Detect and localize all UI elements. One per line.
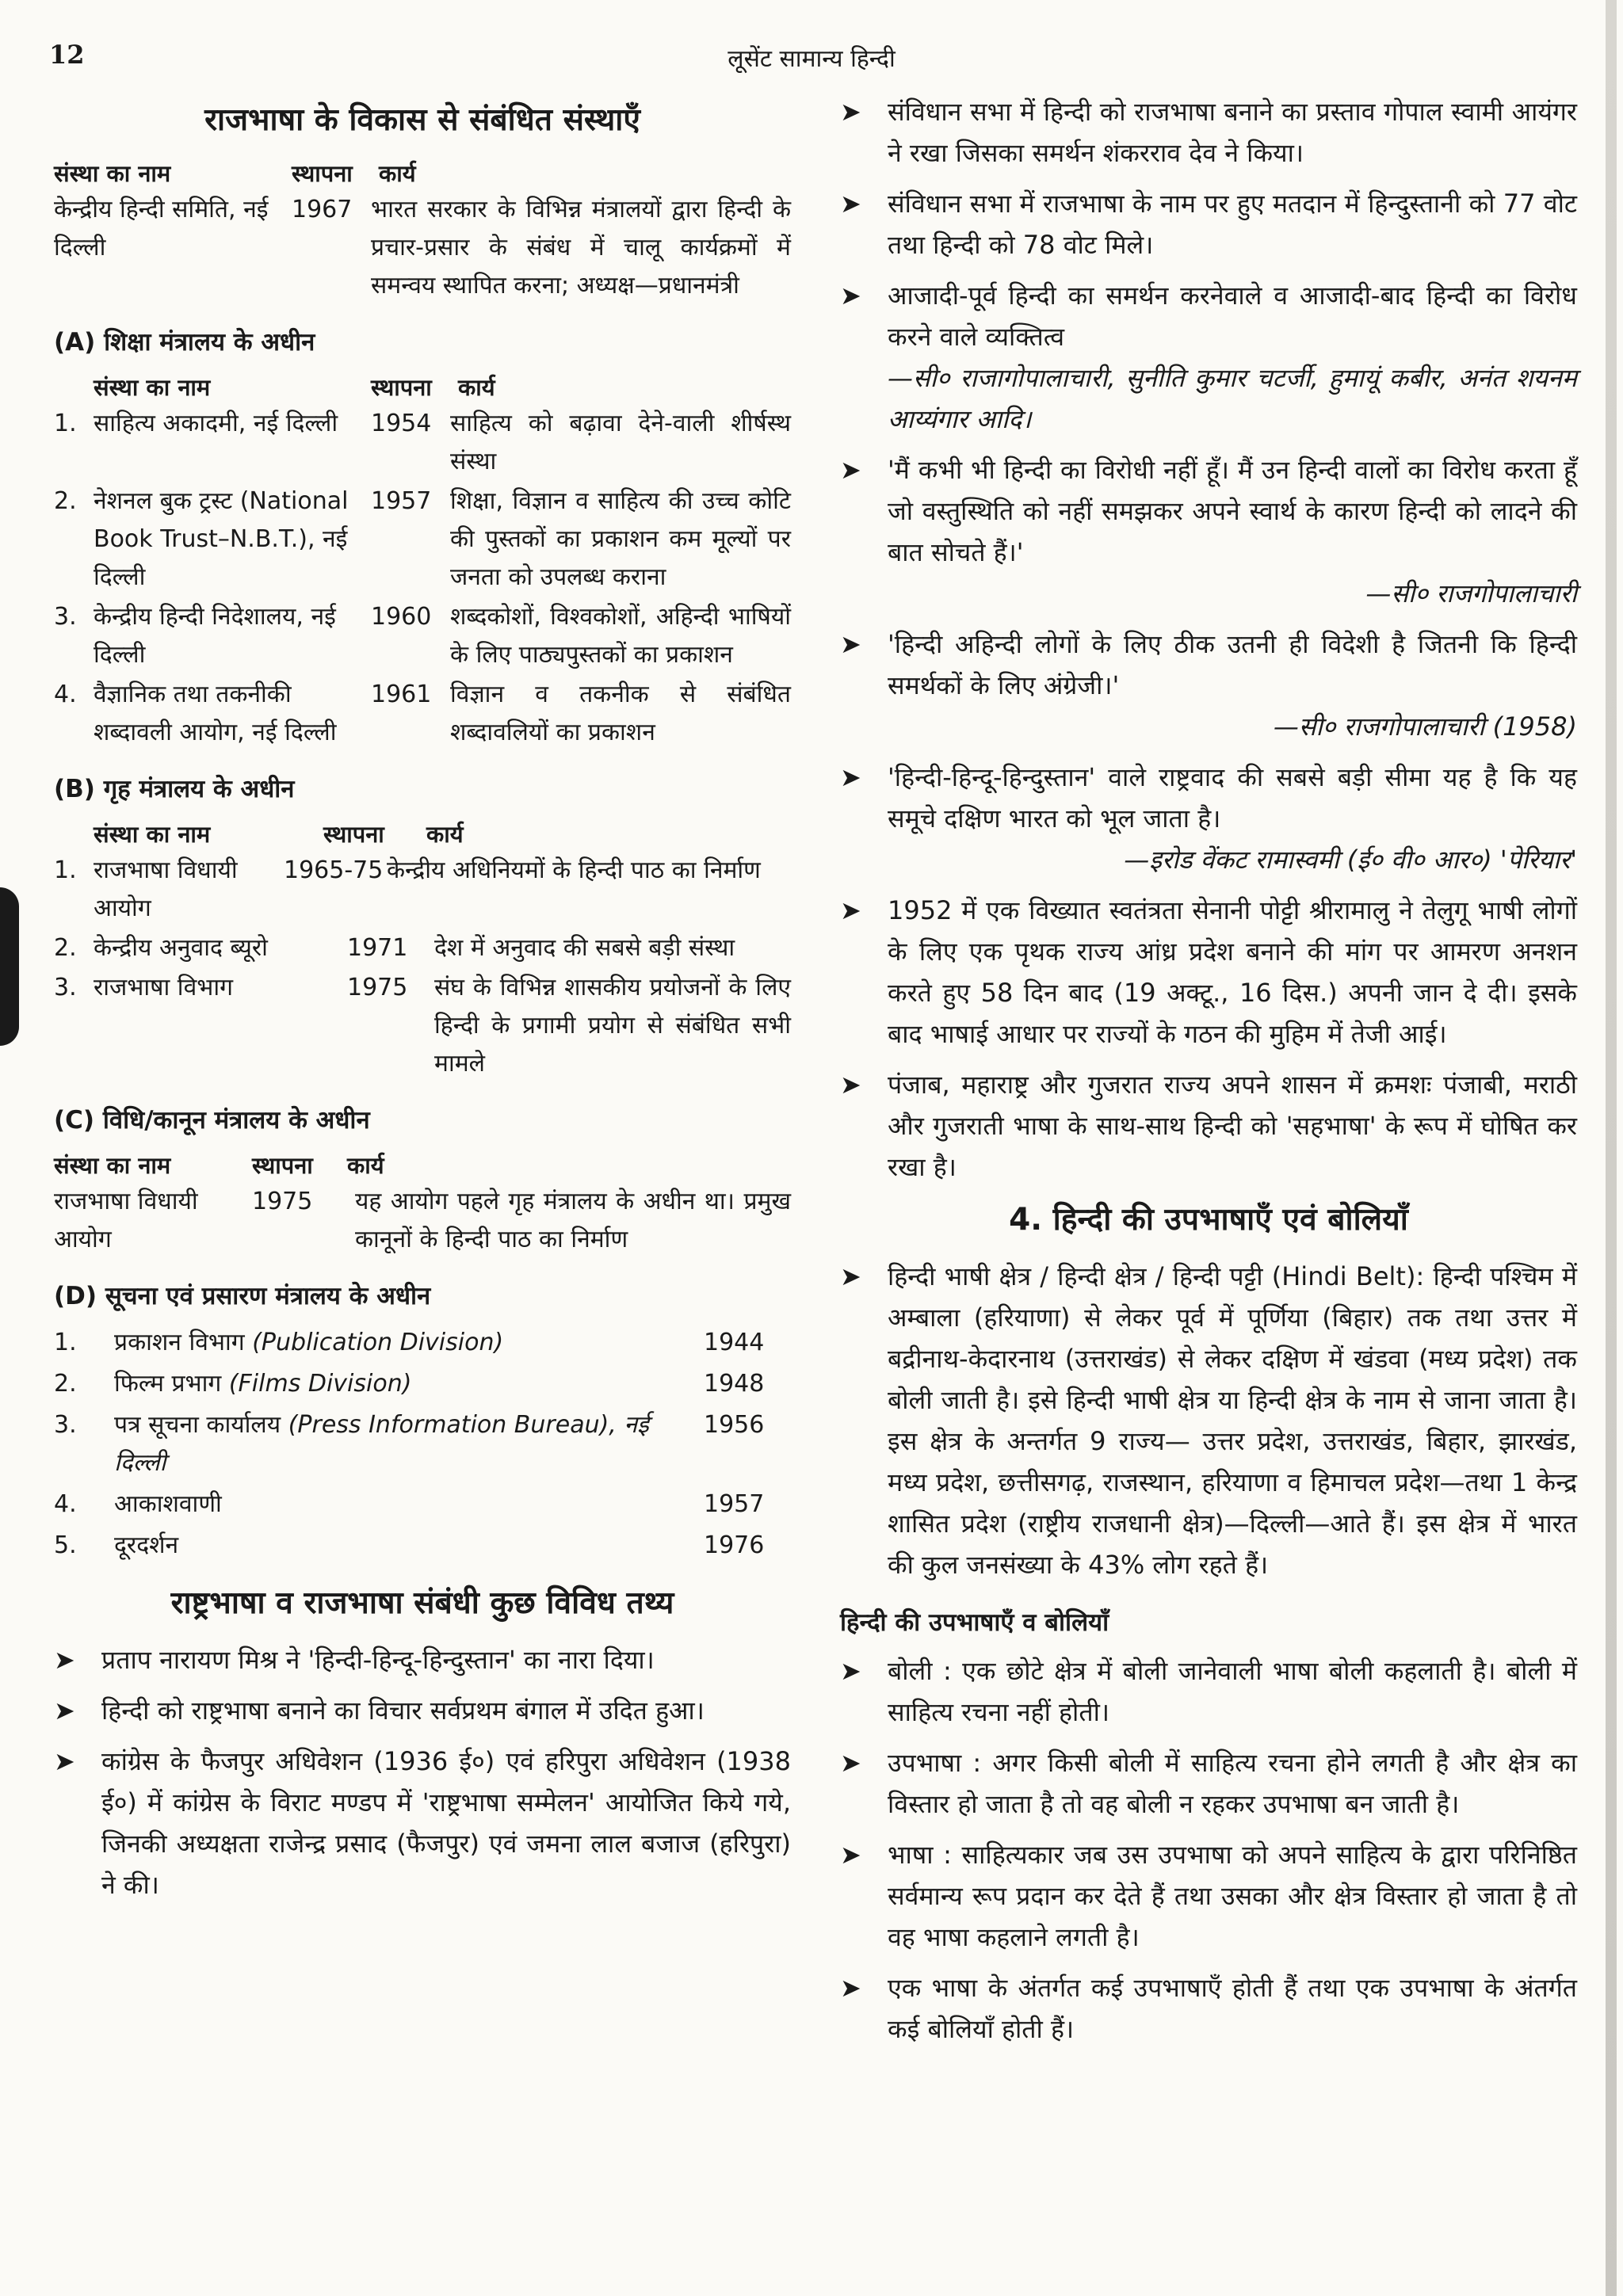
list-item: ➤ हिन्दी भाषी क्षेत्र / हिन्दी क्षेत्र / हिन्दी पट्टी (Hindi Belt): हिन्दी पश्चिम में अम्बाला (हरियाणा) से लेकर पूर्व में पूर्णिया (बिहार) तक तथा उत्तर में बद्रीनाथ-केदारनाथ (उत्तराखंड) से लेकर दक्षिण में खंडवा (मध्य प्रदेश) तक बोली जाती है। इसे हिन्दी भाषी क्षेत्र या हिन्दी क्षेत्र के नाम से जाना जाता है। इस क्षेत्र के अन्तर्गत 9 राज्य— उत्तर प्रदेश, उत्तराखंड, बिहार, झारखंड, मध्य प्रदेश, छत्तीसगढ़, राजस्थान, हरियाणा व हिमाचल प्रदेश—तथा 1 केन्द्र शासित प्रदेश (राष्ट्रीय राजधानी क्षेत्र)—दिल्ली—आते हैं। इस क्षेत्र में भारत की कुल जनसंख्या के 43% लोग रहते हैं। [840,1256,1577,1585]
table-row: 1. साहित्य अकादमी, नई दिल्ली 1954 साहित्य को बढ़ावा देने-वाली शीर्षस्थ संस्था [54,410,791,475]
page-edge [1606,0,1617,2296]
section-c-title: (C) विधि/कानून मंत्रालय के अधीन [54,1106,370,1135]
table-row: 3. राजभाषा विभाग 1975 संघ के विभिन्न शासकीय प्रयोजनों के लिए हिन्दी के प्रगामी प्रयोग से संबंधित सभी मामले [54,974,791,1077]
arrow-bullet-icon: ➤ [840,455,861,485]
running-header: लूसेंट सामान्य हिन्दी [727,45,896,73]
table-header: संस्था का नाम स्थापना कार्य [54,1152,384,1179]
list-item: 4. आकाशवाणी 1957 [54,1490,765,1518]
quote-item: ➤ 'हिन्दी-हिन्दू-हिन्दुस्तान' वाले राष्ट्रवाद की सबसे बड़ी सीमा यह है कि यह समूचे दक्षिण भारत को भूल जाता है। —इरोड वेंकट रामास्वमी (ई० वी० आर०) 'पेरियार' [840,757,1577,880]
list-item: ➤ संविधान सभा में राजभाषा के नाम पर हुए मतदान में हिन्दुस्तानी को 77 वोट तथा हिन्दी को 78 वोट मिले। [840,183,1577,265]
list-item: 2. फिल्म प्रभाग (Films Division) 1948 [54,1370,765,1398]
list-item: ➤ संविधान सभा में हिन्दी को राजभाषा बनाने का प्रस्ताव गोपाल स्वामी आयंगर ने रखा जिसका समर्थन शंकरराव देव ने किया। [840,91,1577,174]
section-a-title: (A) शिक्षा मंत्रालय के अधीन [54,328,315,357]
arrow-bullet-icon: ➤ [54,1645,75,1675]
list-item: ➤ 1952 में एक विख्यात स्वतंत्रता सेनानी पोट्टी श्रीरामालु ने तेलुगू भाषी लोगों के लिए एक पृथक राज्य आंध्र प्रदेश बनाने की मांग पर आमरण अनशन करते हुए 58 दिन बाद (19 अक्टू., 16 दिस.) अपनी जान दे दी। इसके बाद भाषाई आधार पर राज्यों के गठन की मुहिम में तेजी आई। [840,890,1577,1055]
list-item: ➤ हिन्दी को राष्ट्रभाषा बनाने का विचार सर्वप्रथम बंगाल में उदित हुआ। [54,1690,791,1731]
list-item: 1. प्रकाशन विभाग (Publication Division) 1944 [54,1329,765,1356]
arrow-bullet-icon: ➤ [840,1261,861,1291]
list-item: ➤ बोली : एक छोटे क्षेत्र में बोली जानेवाली भाषा बोली कहलाती है। बोली में साहित्य रचना नहीं होती। [840,1650,1577,1733]
arrow-bullet-icon: ➤ [840,1070,861,1100]
list-item: ➤ कांग्रेस के फैजपुर अधिवेशन (1936 ई०) एवं हरिपुरा अधिवेशन (1938 ई०) में कांग्रेस के विराट मण्डप में 'राष्ट्रभाषा सम्मेलन' आयोजित किये गये, जिनकी अध्यक्षता राजेन्द्र प्रसाद (फैजपुर) एवं जमना लाल बजाज (हरिपुरा) ने की। [54,1741,791,1905]
quote-item: ➤ 'मैं कभी भी हिन्दी का विरोधी नहीं हूँ। मैं उन हिन्दी वालों का विरोध करता हूँ जो वस्तुस्थिति को नहीं समझकर अपने स्वार्थ के कारण हिन्दी को लादने की बात सोचते हैं।' —सी० राजगोपालाचारी [840,449,1577,614]
section-title-facts: राष्ट्रभाषा व राजभाषा संबंधी कुछ विविध तथ्य [170,1585,674,1621]
right-column [840,91,1577,2059]
quote-attribution: —सी० राजगोपालाचारी (1958) [1273,711,1577,742]
arrow-bullet-icon: ➤ [840,280,861,311]
arrow-bullet-icon: ➤ [840,97,861,127]
section-b-title: (B) गृह मंत्रालय के अधीन [54,775,295,803]
arrow-bullet-icon: ➤ [840,189,861,219]
list-item: ➤ उपभाषा : अगर किसी बोली में साहित्य रचना होने लगती है और क्षेत्र का विस्तार हो जाता है तो वह बोली न रहकर उपभाषा बन जाती है। [840,1742,1577,1825]
arrow-bullet-icon: ➤ [840,1656,861,1686]
scan-shadow [0,887,19,1046]
table-row: 2. केन्द्रीय अनुवाद ब्यूरो 1971 देश में अनुवाद की सबसे बड़ी संस्था [54,934,735,962]
table-row: 3. केन्द्रीय हिन्दी निदेशालय, नई दिल्ली 1960 शब्दकोशों, विश्वकोशों, अहिन्दी भाषियों के लिए पाठ्यपुस्तकों का प्रकाशन [54,603,791,669]
section-title-institutions: राजभाषा के विकास से संबंधित संस्थाएँ [204,102,640,138]
arrow-bullet-icon: ➤ [54,1746,75,1776]
list-item: ➤ एक भाषा के अंतर्गत कई उपभाषाएँ होती हैं तथा एक उपभाषा के अंतर्गत कई बोलियाँ होती हैं। [840,1967,1577,2050]
table-row: 1. राजभाषा विधायी आयोग 1965-75 केन्द्रीय अधिनियमों के हिन्दी पाठ का निर्माण [54,856,761,922]
quote-attribution: —सी० राजगोपालाचारी [1365,578,1577,608]
table-row: केन्द्रीय हिन्दी समिति, नई दिल्ली 1967 भारत सरकार के विभिन्न मंत्रालयों द्वारा हिन्दी के प्रचार-प्रसार के संबंध में चालू कार्यक्रमों में समन्वय स्थापित करना; अध्यक्ष—प्रधानमंत्री [54,196,791,299]
list-item: ➤ पंजाब, महाराष्ट्र और गुजरात राज्य अपने शासन में क्रमशः पंजाबी, मराठी और गुजराती भाषा के साथ-साथ हिन्दी को 'सहभाषा' के रूप में घोषित कर रखा है। [840,1064,1577,1188]
table-header: संस्था का नाम स्थापना कार्य [54,160,416,187]
arrow-bullet-icon: ➤ [840,762,861,792]
page-number: 12 [49,40,85,70]
subsection-title: हिन्दी की उपभाषाएँ व बोलियाँ [840,1608,1109,1637]
table-row: राजभाषा विधायी आयोग 1975 यह आयोग पहले गृह मंत्रालय के अधीन था। प्रमुख कानूनों के हिन्दी पाठ का निर्माण [54,1188,791,1253]
table-header: संस्था का नाम स्थापना कार्य [94,821,464,848]
list-item: ➤ प्रताप नारायण मिश्र ने 'हिन्दी-हिन्दू-हिन्दुस्तान' का नारा दिया। [54,1639,791,1680]
table-header: संस्था का नाम स्थापना कार्य [94,374,495,401]
arrow-bullet-icon: ➤ [54,1695,75,1726]
arrow-bullet-icon: ➤ [840,1840,861,1870]
table-row: 2. नेशनल बुक ट्रस्ट (National Book Trust–N.B.T.), नई दिल्ली 1957 शिक्षा, विज्ञान व साहित्य की उच्च कोटि की पुस्तकों का प्रकाशन कम मूल्यों पर जनता को उपलब्ध कराना [54,487,791,591]
list-item: 3. पत्र सूचना कार्यालय (Press Information Bureau), नई दिल्ली 1956 [54,1411,765,1477]
quote-item: ➤ 'हिन्दी अहिन्दी लोगों के लिए ठीक उतनी ही विदेशी है जितनी कि हिन्दी समर्थकों के लिए अंग्रेजी।' —सी० राजगोपालाचारी (1958) [840,624,1577,747]
section-d-title: (D) सूचना एवं प्रसारण मंत्रालय के अधीन [54,1282,431,1310]
arrow-bullet-icon: ➤ [840,629,861,659]
list-item: ➤ भाषा : साहित्यकार जब उस उपभाषा को अपने साहित्य के द्वारा परिनिष्ठित सर्वमान्य रूप प्रदान कर देते हैं तथा उसका और क्षेत्र विस्तार हो जाता है तो वह भाषा कहलाने लगती है। [840,1834,1577,1958]
section-title-dialects: 4. हिन्दी की उपभाषाएँ एवं बोलियाँ [1009,1202,1408,1238]
list-item: ➤ आजादी-पूर्व हिन्दी का समर्थन करनेवाले व आजादी-बाद हिन्दी का विरोध करने वाले व्यक्तित्व —सी० राजागोपालाचारी, सुनीति कुमार चटर्जी, हुमायूं कबीर, अनंत शयनम आय्यंगार आदि। [840,275,1577,440]
left-column [54,91,791,1915]
table-row: 4. वैज्ञानिक तथा तकनीकी शब्दावली आयोग, नई दिल्ली 1961 विज्ञान व तकनीक से संबंधित शब्दावलियों का प्रकाशन [54,681,791,746]
arrow-bullet-icon: ➤ [840,895,861,925]
list-item: 5. दूरदर्शन 1976 [54,1531,765,1559]
quote-attribution: —इरोड वेंकट रामास्वमी (ई० वी० आर०) 'पेरियार' [1124,845,1577,875]
arrow-bullet-icon: ➤ [840,1973,861,2003]
arrow-bullet-icon: ➤ [840,1748,861,1778]
